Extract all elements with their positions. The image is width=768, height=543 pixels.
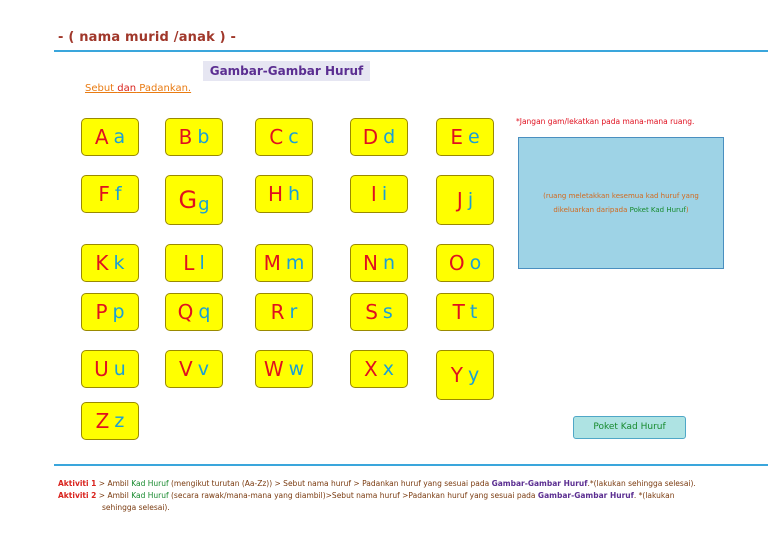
lower-letter: s [382, 301, 393, 323]
lower-letter: l [199, 252, 205, 274]
bottom-divider [54, 464, 768, 466]
upper-letter: F [98, 182, 110, 206]
upper-letter: L [183, 251, 195, 275]
lower-letter: g [198, 193, 210, 215]
lower-letter: q [198, 301, 211, 323]
activity-2-continued: sehingga selesai). [102, 503, 170, 512]
letter-card-l[interactable] [165, 244, 223, 282]
activity-2-text-3: . *(lakukan [633, 491, 675, 500]
activity-2-gambar: Gambar-Gambar Huruf [537, 491, 634, 500]
upper-letter: Q [177, 300, 194, 324]
upper-letter: M [263, 251, 281, 275]
warning-note: *Jangan gam/lekatkan pada mana-mana ruang. [516, 117, 695, 126]
upper-letter: I [370, 182, 377, 206]
lower-letter: z [114, 410, 125, 432]
lower-letter: p [112, 301, 125, 323]
letter-card-b[interactable] [165, 118, 223, 156]
letter-card-c[interactable] [255, 118, 313, 156]
instruction-part-3: Padankan. [136, 83, 192, 94]
drop-area-line-2b: Poket Kad Huruf [629, 206, 686, 214]
activity-1 [58, 478, 748, 490]
upper-letter: D [362, 125, 379, 149]
upper-letter: B [178, 125, 193, 149]
upper-letter: R [270, 300, 285, 324]
lower-letter: h [288, 183, 301, 205]
letter-card-k[interactable] [81, 244, 139, 282]
letter-card-m[interactable] [255, 244, 313, 282]
letter-card-e[interactable] [436, 118, 494, 156]
letter-card-q[interactable] [165, 293, 223, 331]
letter-card-n[interactable] [350, 244, 408, 282]
lower-letter: u [113, 358, 126, 380]
activity-2-kad: Kad Huruf [131, 491, 169, 500]
letter-card-s[interactable] [350, 293, 408, 331]
upper-letter: V [179, 357, 193, 381]
letter-card-f[interactable] [81, 175, 139, 213]
card-drop-area[interactable] [518, 137, 724, 269]
page-title: Gambar-Gambar Huruf [203, 61, 370, 81]
lower-letter: r [289, 301, 298, 323]
lower-letter: i [381, 183, 388, 205]
activity-1-text-2: (mengikut turutan (Aa-Zz)) > Sebut nama huruf > Padankan huruf yang sesuai pada [168, 479, 492, 488]
upper-letter: E [450, 125, 463, 149]
activity-1-text-3: .*(lakukan sehingga selesai). [587, 479, 696, 488]
upper-letter: H [267, 182, 283, 206]
student-name-label: - ( nama murid /anak ) - [58, 30, 237, 45]
upper-letter: Y [450, 363, 463, 387]
lower-letter: w [288, 358, 305, 380]
letter-card-x[interactable] [350, 350, 408, 388]
letter-card-h[interactable] [255, 175, 313, 213]
upper-letter: C [269, 125, 284, 149]
lower-letter: a [113, 126, 126, 148]
letter-card-r[interactable] [255, 293, 313, 331]
drop-area-line-2c: ) [685, 206, 689, 214]
letter-card-t[interactable] [436, 293, 494, 331]
instruction-part-1: Sebut [85, 83, 118, 94]
activity-1-gambar: Gambar-Gambar Huruf [491, 479, 588, 488]
top-divider [54, 50, 768, 52]
instruction-part-2: dan [117, 83, 137, 94]
lower-letter: b [197, 126, 210, 148]
activity-1-label: Aktiviti 1 [58, 479, 97, 488]
upper-letter: A [94, 125, 109, 149]
lower-letter: n [382, 252, 395, 274]
letter-card-w[interactable] [255, 350, 313, 388]
drop-area-line-1: (ruang meletakkan kesemua kad huruf yang [543, 192, 699, 200]
upper-letter: Z [95, 409, 110, 433]
upper-letter: T [452, 300, 465, 324]
lower-letter: e [467, 126, 480, 148]
letter-card-o[interactable] [436, 244, 494, 282]
letter-card-z[interactable] [81, 402, 139, 440]
letter-card-p[interactable] [81, 293, 139, 331]
activity-2-label: Aktiviti 2 [58, 491, 97, 500]
letter-card-v[interactable] [165, 350, 223, 388]
letter-card-d[interactable] [350, 118, 408, 156]
lower-letter: j [467, 189, 474, 211]
lower-letter: c [288, 126, 299, 148]
lower-letter: k [113, 252, 125, 274]
letter-card-g[interactable] [165, 175, 223, 225]
lower-letter: y [467, 364, 480, 386]
activity-1-kad: Kad Huruf [131, 479, 169, 488]
lower-letter: m [285, 252, 305, 274]
upper-letter: J [456, 188, 463, 212]
activity-2 [58, 490, 748, 502]
letter-card-a[interactable] [81, 118, 139, 156]
upper-letter: O [448, 251, 465, 275]
lower-letter: f [114, 183, 122, 205]
letter-card-i[interactable] [350, 175, 408, 213]
upper-letter: P [95, 300, 108, 324]
drop-area-line-2a: dikeluarkan daripada [553, 206, 630, 214]
lower-letter: d [383, 126, 396, 148]
upper-letter: N [362, 251, 378, 275]
letter-card-pocket-button[interactable]: Poket Kad Huruf [573, 416, 686, 439]
activity-instructions [58, 478, 748, 514]
letter-card-j[interactable] [436, 175, 494, 225]
upper-letter: G [178, 186, 198, 214]
activity-2-text-2: (secara rawak/mana-mana yang diambil)>Sebut nama huruf >Padankan huruf yang sesuai pada [168, 491, 538, 500]
upper-letter: U [94, 357, 109, 381]
letter-card-y[interactable] [436, 350, 494, 400]
upper-letter: X [364, 357, 378, 381]
lower-letter: t [469, 301, 478, 323]
instruction-text [85, 83, 191, 94]
upper-letter: K [95, 251, 109, 275]
letter-card-u[interactable] [81, 350, 139, 388]
activity-2-text-1: > Ambil [96, 491, 132, 500]
lower-letter: x [382, 358, 394, 380]
lower-letter: v [197, 358, 209, 380]
upper-letter: S [365, 300, 378, 324]
activity-1-text-1: > Ambil [96, 479, 132, 488]
lower-letter: o [469, 252, 482, 274]
upper-letter: W [263, 357, 284, 381]
